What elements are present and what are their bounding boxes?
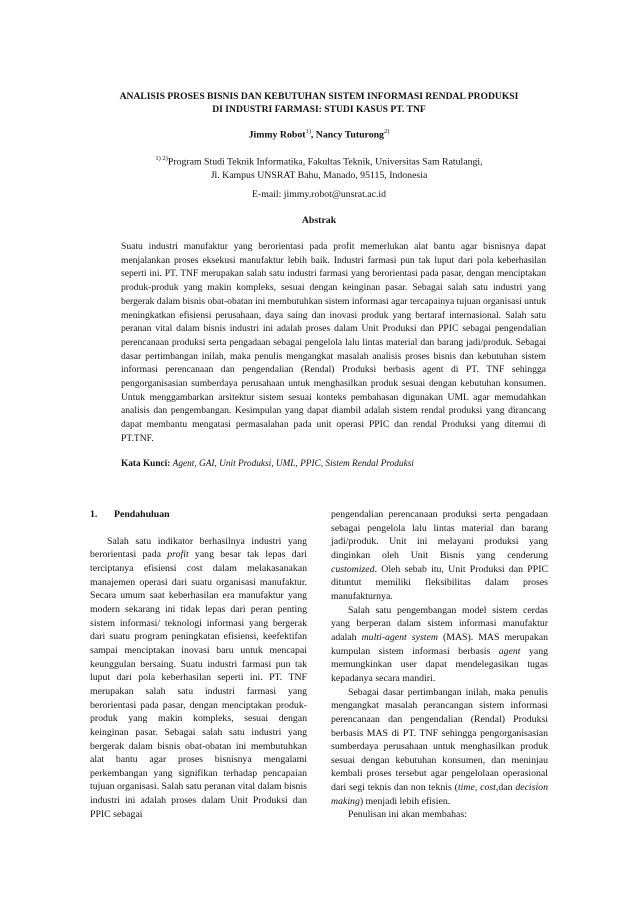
title-line-2: DI INDUSTRI FARMASI: STUDI KASUS PT. TNF <box>212 104 426 115</box>
intro-paragraph-5: Penulisan ini akan membahas: <box>348 809 467 821</box>
right-column <box>331 508 548 822</box>
title-line-1: ANALISIS PROSES BISNIS DAN KEBUTUHAN SISTEM INFORMASI RENDAL PRODUKSI <box>119 91 519 102</box>
keywords-label: Kata Kunci: <box>121 459 171 469</box>
left-column <box>90 508 307 821</box>
keywords <box>121 458 546 471</box>
affiliation-sup: 1) 2) <box>155 155 168 162</box>
section-heading <box>90 508 307 522</box>
affiliation-line-1: Program Studi Teknik Informatika, Fakultas Teknik, Universitas Sam Ratulangi, <box>167 156 483 168</box>
author-1-sup: 1) <box>305 128 311 135</box>
author-1: Jimmy Robot <box>248 129 306 141</box>
intro-paragraph-2: pengendalian perencanaan produksi serta pengadaan sebagai pengelola lalu lintas material dan barang jadi/produk. Unit ini melayani produksi yang dinginkan oleh Unit Bisnis yang cenderung customized. Oleh sebab itu, Unit Produksi dan PPIC dituntut memiliki fleksibilitas dalam proses manufakturnya. <box>331 509 548 602</box>
author-2: , Nancy Tuturong <box>310 129 384 141</box>
abstract-text: Suatu industri manufaktur yang berorientasi pada profit memerlukan alat bantu agar bisnisnya dapat menjalankan proses eksekusi manufaktur lebih baik. Industri farmasi pun tak luput dari pola keberhasilan seperti ini. PT. TNF merupakan salah satu industri farmasi yang berorientasi pada pasar, dengan menciptakan produk-produk yang makin kompleks, sesuai dengan keinginan pasar. Sebagai salah satu industri yang bergerak dalam bisnis obat-obatan ini membutuhkan sistem informasi agar tercapainya tujuan organisasi untuk meningkatkan efisiensi perusahaan, daya saing dan inovasi produk yang bertaraf internasional. Salah satu peranan vital dalam bisnis industri ini adalah proses dalam Unit Produksi dan PPIC sebagai pengendalian perencanaan produksi serta pengadaan sebagai pengelola lalu lintas material dan barang jadi/produk. Sebagai dasar pertimbangan inilah, maka penulis mengangkat masalah analisis proses bisnis dan kebutuhan sistem informasi perencanaan dan pengendalian (Rendal) Produksi berbasis agent di PT. TNF sehingga pengorganisasian sumberdaya perusahaan untuk menghasilkan produk sesuai dengan kebutuhan konsumen. Untuk menggambarkan arsitektur sistem sesuai konteks pembahasan digunakan UML agar memudahkan analisis dan pengembangan. Kesimpulan yang dapat diambil adalah sistem rendal produksi yang dirancang dapat membantu mengatasi permasalahan pada unit operasi PPIC dan rendal Produksi yang ditemui di PT.TNF. <box>121 241 546 444</box>
intro-paragraph-1: Salah satu indikator berhasilnya industri yang berorientasi pada profit yang besar tak lepas dari terciptanya efisiensi cost dalam melakasanakan manajemen operasi dari suatu organisasi manufaktur. Secara umum saat keberhasilan era manufaktur yang modern sekarang ini tidak lepas dari peran penting sistem informasi/ teknologi informasi yang bergerak dari suatu program peningkatan efisiensi, keefektifan sampai menciptakan inovasi baru untuk mencapai keunggulan bersaing. Suatu industri farmasi pun tak luput dari pola keberhasilan seperti ini. PT. TNF merupakan salah satu industri farmasi yang berorientasi pada pasar, dengan menciptakan produk-produk yang makin kompleks, sesuai dengan keinginan pasar. Sebagai salah satu industri yang bergerak dalam bisnis obat-obatan ini membutuhkan alat bantu agar proses bisnisnya mengalami perkembangan yang signifikan terhadap pencapaian tujuan organisasi. Salah satu peranan vital dalam bisnis industri ini adalah proses dalam Unit Produksi dan PPIC sebagai <box>90 535 307 820</box>
affiliation <box>80 152 558 183</box>
section-title: Pendahuluan <box>114 509 170 520</box>
section-number: 1. <box>90 509 98 520</box>
author-email: E-mail: jimmy.robot@unsrat.ac.id <box>251 189 387 200</box>
intro-paragraph-4: Sebagai dasar pertimbangan inilah, maka penulis mengangkat masalah perancangan sistem informasi perencanaan dan pengendalian (Rendal) Produksi berbasis MAS di PT. TNF sehingga pengorganisasian sumberdaya perusahaan untuk menghasilkan produk sesuai dengan kebutuhan konsumen, dan meninjau kembali proses tersebut agar pengelolaan operasional dari segi teknis dan non teknis (time, cost,dan decision making) menjadi lebih efisien. <box>331 686 548 807</box>
keywords-list: Agent, GAI, Unit Produksi, UML, PPIC, Sistem Rendal Produksi <box>172 459 414 469</box>
affiliation-line-2: Jl. Kampus UNSRAT Bahu, Manado, 95115, Indonesia <box>210 170 428 182</box>
author-2-sup: 2) <box>383 128 390 135</box>
intro-paragraph-3: Salah satu pengembangan model sistem cerdas yang berperan dalam sistem informasi manufaktur adalah multi-agent system (MAS). MAS merupakan kumpulan sistem informasi berbasis agent yang memungkinkan user dapat mendelegasikan tugas kepadanya secara mandiri. <box>331 604 549 684</box>
paper-title <box>80 90 558 116</box>
abstract-heading: Abstrak <box>301 215 337 226</box>
author-line <box>80 128 558 140</box>
